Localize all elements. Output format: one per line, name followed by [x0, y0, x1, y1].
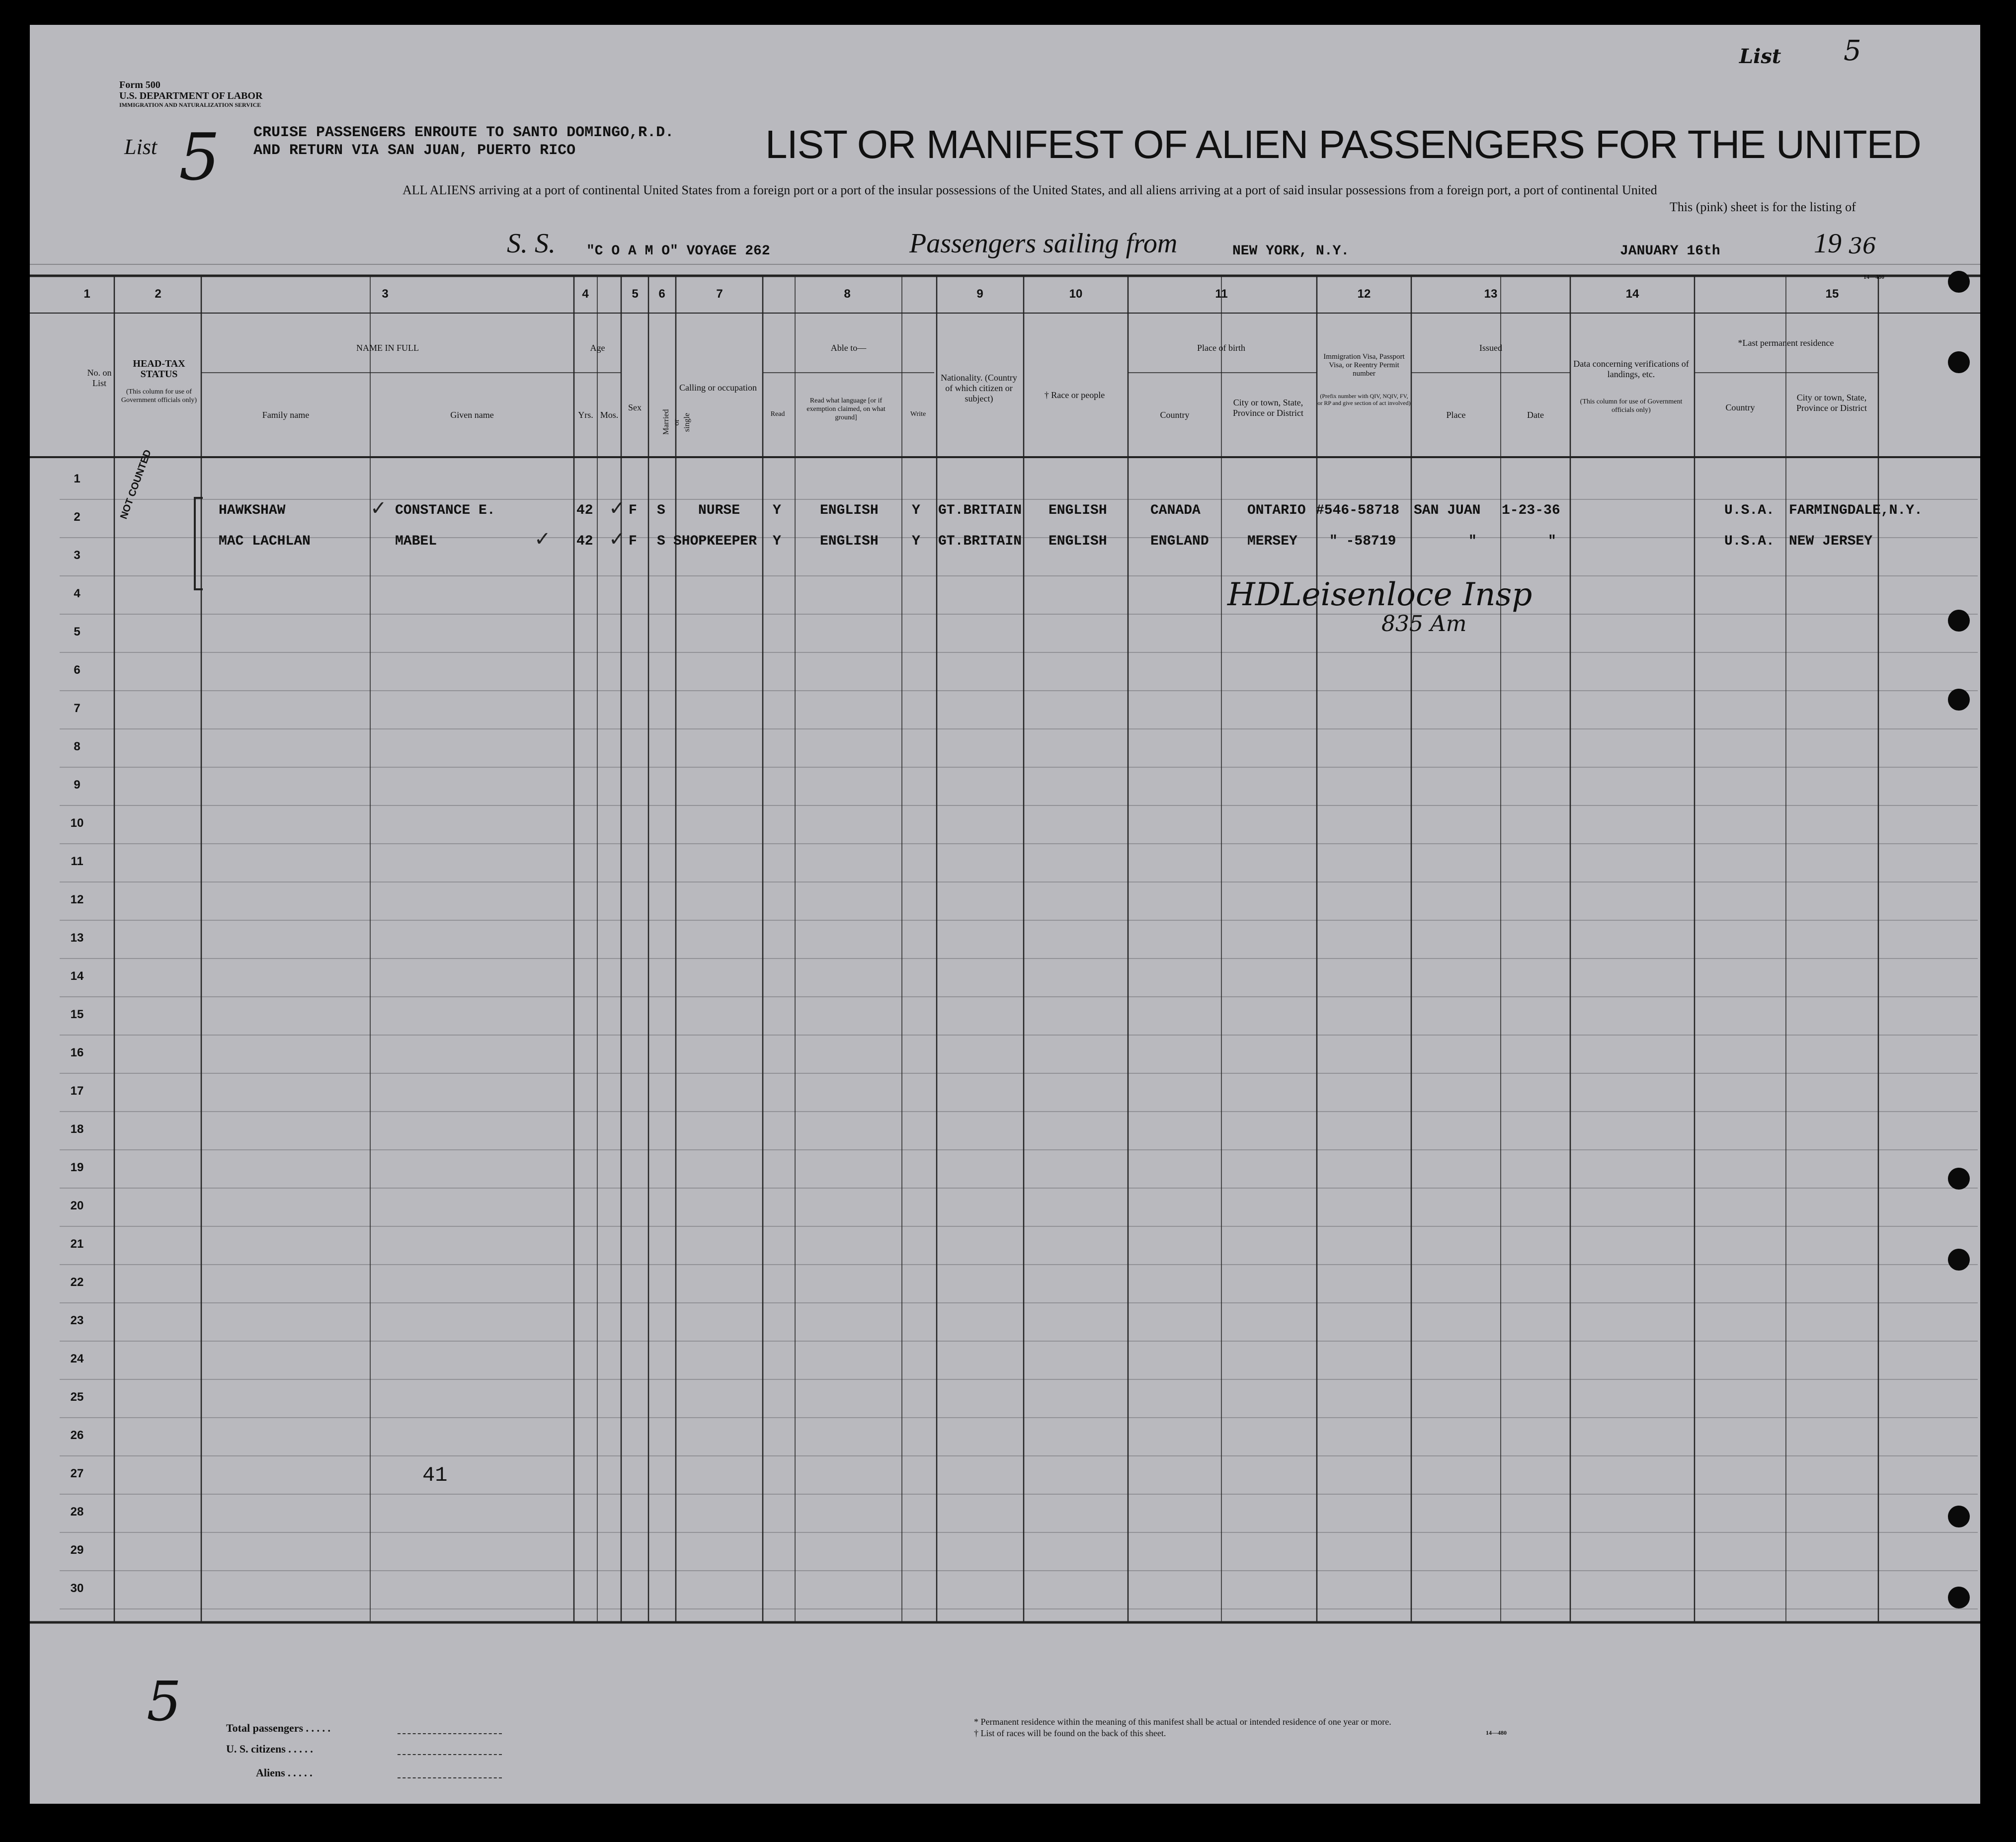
header-birth-city: City or town, State, Province or District: [1233, 398, 1303, 418]
bracket-mark: [194, 497, 203, 590]
column-number: 8: [844, 287, 851, 301]
column-number: 2: [155, 287, 161, 301]
footer-note-residence: * Permanent residence within the meaning of this manifest shall be actual or intended residence of one year or more.: [974, 1717, 1391, 1727]
sex-cell: F: [629, 503, 637, 518]
cruise-line-2: AND RETURN VIA SAN JUAN, PUERTO RICO: [253, 142, 576, 159]
issued-place-cell: SAN JUAN: [1414, 503, 1481, 518]
header-sex: Sex: [628, 402, 642, 412]
marital-cell: S: [657, 534, 665, 549]
column-number: 5: [632, 287, 639, 301]
binder-hole: [1948, 271, 1970, 293]
age-years-cell: 42: [576, 534, 593, 549]
departure-port: NEW YORK, N.Y.: [1232, 243, 1350, 259]
header-write: Write: [910, 410, 926, 418]
occupation-cell: SHOPKEEPER: [673, 534, 757, 549]
header-mos: Mos.: [600, 410, 619, 420]
row-number: 13: [70, 931, 84, 945]
given-name-cell: CONSTANCE E.: [395, 503, 495, 518]
row-number: 21: [70, 1237, 84, 1251]
header-race: † Race or people: [1044, 390, 1105, 400]
language-cell: ENGLISH: [820, 503, 879, 518]
column-number: 10: [1069, 287, 1083, 301]
binder-hole: [1948, 351, 1970, 373]
header-place-of-birth: Place of birth: [1197, 343, 1245, 353]
footer-form-code: 14—480: [1486, 1729, 1507, 1736]
row-number: 26: [70, 1429, 84, 1442]
row-number: 19: [70, 1161, 84, 1174]
header-nationality: Nationality. (Country of which citizen or subject): [941, 373, 1017, 403]
manifest-sheet: [30, 25, 1980, 1804]
row-number: 17: [70, 1084, 84, 1098]
header-visa: Immigration Visa, Passport Visa, or Reentry Permit number: [1323, 353, 1405, 378]
read-cell: Y: [773, 534, 781, 549]
footer-blank-2: [398, 1754, 502, 1755]
footer-blank-3: [398, 1777, 502, 1778]
footer-us-citizens: U. S. citizens . . . . .: [226, 1743, 313, 1755]
row-number: 12: [70, 893, 84, 906]
row-number: 6: [74, 663, 81, 677]
row-number: 24: [70, 1352, 84, 1365]
department-name: U.S. DEPARTMENT OF LABOR: [119, 90, 263, 101]
list-number-handwritten: 5: [179, 119, 220, 195]
header-married: Married or single: [662, 409, 691, 435]
birth-city-cell: ONTARIO: [1247, 503, 1306, 518]
row-number: 8: [74, 740, 81, 753]
row-number: 18: [70, 1122, 84, 1136]
header-data-concerning: Data concerning verifications of landings, etc.: [1573, 359, 1689, 379]
row-number: 15: [70, 1008, 84, 1021]
table-grid: [30, 25, 1980, 1804]
column-number: 11: [1215, 287, 1228, 301]
inspector-signature: HDLeisenloce Insp: [1227, 576, 1532, 613]
instructions-line-1: ALL ALIENS arriving at a port of continental United States from a foreign port or a port of the insular possessions of the United States, and all aliens arriving at a port of said insular possessions from a foreign port, a port of continental United: [403, 183, 1657, 197]
birth-country-cell: CANADA: [1150, 503, 1201, 518]
row-number: 22: [70, 1276, 84, 1289]
residence-country-cell: U.S.A.: [1724, 534, 1774, 549]
column-number: 3: [382, 287, 389, 301]
header-issued-date: Date: [1527, 410, 1544, 420]
margin-mark: 5: [147, 1670, 181, 1733]
write-cell: Y: [912, 503, 920, 518]
row-number: 16: [70, 1046, 84, 1059]
row-number: 9: [74, 778, 81, 792]
header-visa-note: (Prefix number with QIV, NQIV, FV, or RP and give section of act involved): [1317, 393, 1411, 406]
sailing-date: JANUARY 16th: [1620, 243, 1720, 259]
row-number: 11: [71, 855, 83, 868]
race-cell: ENGLISH: [1048, 534, 1107, 549]
header-read-language: Read what language [or if exemption claimed, on what ground]: [806, 397, 886, 421]
form-code-top: 14—480: [1863, 273, 1884, 280]
header-age: Age: [590, 343, 605, 353]
sailing-from-label: Passengers sailing from: [909, 228, 1178, 259]
sex-cell: F: [629, 534, 637, 549]
header-issued-place: Place: [1446, 410, 1466, 420]
row-number: 1: [74, 472, 81, 485]
race-cell: ENGLISH: [1048, 503, 1107, 518]
header-head-tax-note: (This column for use of Government officials only): [121, 388, 197, 404]
binder-hole: [1948, 689, 1970, 711]
nationality-cell: GT.BRITAIN: [938, 534, 1022, 549]
not-counted-stamp: NOT COUNTED: [118, 448, 154, 521]
header-able-to: Able to—: [830, 343, 867, 353]
row-number: 30: [70, 1582, 84, 1595]
issued-date-cell: ": [1548, 534, 1556, 549]
binder-hole: [1948, 1249, 1970, 1271]
year-prefix: 19: [1814, 228, 1842, 259]
column-number: 7: [716, 287, 723, 301]
read-cell: Y: [773, 503, 781, 518]
header-birth-country: Country: [1160, 410, 1190, 420]
binder-hole: [1948, 1506, 1970, 1527]
binder-hole: [1948, 1168, 1970, 1190]
header-last-residence: *Last permanent residence: [1738, 338, 1834, 348]
page-title: LIST OR MANIFEST OF ALIEN PASSENGERS FOR THE UNITED: [765, 122, 1921, 166]
row-number: 7: [74, 702, 81, 715]
family-name-cell: HAWKSHAW: [219, 503, 286, 518]
issued-date-cell: 1-23-36: [1502, 503, 1560, 518]
given-name-cell: MABEL: [395, 534, 437, 549]
birth-city-cell: MERSEY: [1247, 534, 1297, 549]
issued-place-cell: ": [1468, 534, 1477, 549]
header-issued: Issued: [1479, 343, 1502, 353]
column-number: 4: [582, 287, 589, 301]
row-number: 5: [74, 625, 81, 639]
row-number: 10: [70, 816, 84, 830]
column-number: 6: [658, 287, 665, 301]
header-no-on-list: No. on List: [87, 368, 112, 388]
row-number: 25: [70, 1390, 84, 1404]
age-years-cell: 42: [576, 503, 593, 518]
checkmark-icon: ✓: [534, 528, 551, 551]
checkmark-icon: ✓: [609, 497, 626, 520]
family-name-cell: MAC LACHLAN: [219, 534, 311, 549]
year-suffix-handwritten: 36: [1849, 234, 1876, 259]
footer-total-passengers: Total passengers . . . . .: [226, 1722, 331, 1734]
footer-blank-1: [398, 1733, 502, 1734]
birth-country-cell: ENGLAND: [1150, 534, 1209, 549]
marital-cell: S: [657, 503, 665, 518]
residence-country-cell: U.S.A.: [1724, 503, 1774, 518]
column-number: 13: [1484, 287, 1498, 301]
ship-name: "C O A M O" VOYAGE 262: [586, 243, 770, 259]
column-number: 9: [976, 287, 983, 301]
top-right-list-number: 5: [1844, 35, 1861, 67]
row-number: 29: [70, 1543, 84, 1557]
instructions-line-2: This (pink) sheet is for the listing of: [1670, 200, 1856, 214]
row-number: 4: [74, 587, 81, 600]
column-number: 14: [1625, 287, 1639, 301]
occupation-cell: NURSE: [698, 503, 740, 518]
list-label: List: [124, 135, 158, 159]
write-cell: Y: [912, 534, 920, 549]
column-number: 1: [83, 287, 90, 301]
checkmark-icon: ✓: [609, 528, 626, 551]
row-number: 27: [70, 1467, 84, 1480]
header-residence-city: City or town, State, Province or District: [1796, 393, 1867, 413]
header-family-name: Family name: [262, 410, 310, 420]
row-number: 28: [70, 1505, 84, 1519]
checkmark-icon: ✓: [370, 497, 387, 520]
header-given-name: Given name: [450, 410, 494, 420]
binder-hole: [1948, 610, 1970, 632]
column-number: 15: [1825, 287, 1839, 301]
form-number: Form 500: [119, 80, 161, 90]
binder-hole: [1948, 1587, 1970, 1608]
row-number: 14: [70, 969, 84, 983]
header-data-note: (This column for use of Government officials only): [1580, 398, 1683, 414]
row-number: 20: [70, 1199, 84, 1212]
stamp-number: 41: [422, 1463, 448, 1487]
footer-aliens: Aliens . . . . .: [256, 1766, 313, 1779]
handwritten-time: 835 Am: [1381, 611, 1467, 637]
visa-cell: " -58719: [1329, 534, 1396, 549]
row-number: 3: [74, 549, 81, 562]
visa-cell: #546-58718: [1316, 503, 1400, 518]
cruise-line-1: CRUISE PASSENGERS ENROUTE TO SANTO DOMINGO,R.D.: [253, 124, 674, 141]
header-yrs: Yrs.: [578, 410, 593, 420]
column-number: 12: [1357, 287, 1371, 301]
service-name: IMMIGRATION AND NATURALIZATION SERVICE: [119, 101, 261, 108]
header-residence-country: Country: [1725, 402, 1755, 412]
residence-city-cell: FARMINGDALE,N.Y.: [1789, 503, 1923, 518]
row-number: 23: [70, 1314, 84, 1327]
header-head-tax: HEAD-TAX STATUS: [133, 358, 185, 380]
header-read: Read: [770, 410, 785, 418]
header-calling: Calling or occupation: [679, 383, 757, 393]
ss-label: S. S.: [507, 228, 556, 259]
footer-note-races: † List of races will be found on the back of this sheet.: [974, 1728, 1166, 1738]
language-cell: ENGLISH: [820, 534, 879, 549]
top-right-list-label: List: [1739, 45, 1781, 68]
residence-city-cell: NEW JERSEY: [1789, 534, 1873, 549]
header-name-in-full: NAME IN FULL: [356, 343, 419, 353]
row-number: 2: [74, 510, 81, 524]
nationality-cell: GT.BRITAIN: [938, 503, 1022, 518]
